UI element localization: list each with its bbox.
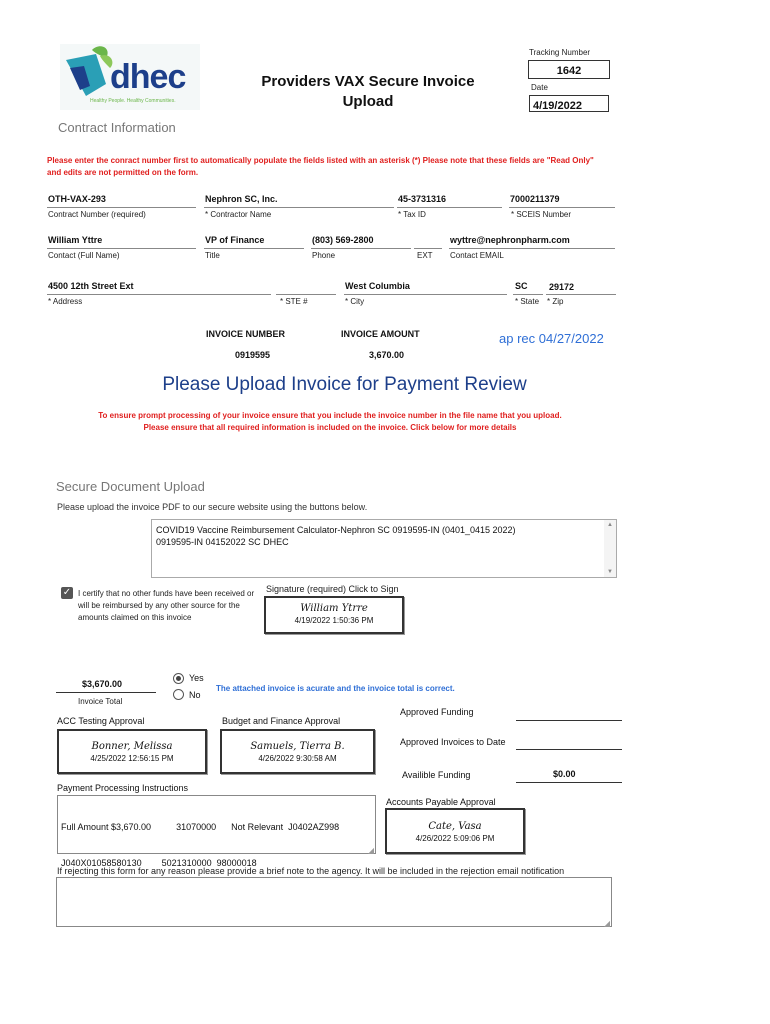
signature-name: William Ytrre [300,603,368,614]
invoice-number-label: INVOICE NUMBER [206,329,286,339]
rejection-note-field[interactable] [56,877,612,927]
sceis-number-value[interactable]: 7000211379 [510,194,560,204]
uploaded-file-2[interactable]: 0919595-IN 04152022 SC DHEC [156,537,289,547]
zip-label: * Zip [547,297,564,306]
ext-field[interactable] [414,235,442,247]
tracking-number-field[interactable] [528,60,610,79]
scrollbar[interactable] [604,520,616,577]
available-funding-value[interactable]: $0.00 [553,769,576,779]
budget-approval-box[interactable] [220,729,375,774]
ap-approval-label: Accounts Payable Approval [386,797,496,807]
available-funding-label: Availible Funding [402,770,471,780]
ap-approval-time: 4/26/2022 5:09:06 PM [415,834,495,843]
page-title-line2: Upload [342,93,394,110]
ap-approval-box[interactable] [385,808,525,854]
yes-radio[interactable] [173,673,184,684]
invoice-amount-value[interactable]: 3,670.00 [369,350,405,360]
tracking-number-value: 1642 [556,65,582,77]
contract-section-title: Contract Information [58,120,176,135]
received-note: ap rec 04/27/2022 [499,331,604,346]
ap-approver-name: Cate, Vasa [428,821,482,832]
contact-name-value[interactable]: William Yttre [48,235,103,245]
secure-upload-title: Secure Document Upload [56,479,205,494]
suite-field[interactable] [276,281,336,293]
title-label: Title [205,251,220,260]
contract-number-label: Contract Number (required) [48,210,146,219]
state-label: * State [515,297,540,306]
rejection-note-label: If rejecting this form for any reason please provide a brief note to the agency. It will be included in the rejection email notification [57,866,565,876]
contract-instructions: Please enter the conract number first to automatically populate the fields listed with an asterisk (*) Please note that these fields are "Read Only" and edits are not permitted on the form. [47,156,594,177]
upload-warning [40,410,620,434]
sceis-number-label: * SCEIS Number [511,210,572,219]
scroll-up-icon[interactable]: ▲ [607,522,613,528]
uploaded-files-box[interactable] [151,519,617,578]
payment-line2: J040X01058580130 5021310000 98000018 [61,858,257,868]
acc-approval-time: 4/25/2022 12:56:15 PM [90,754,174,763]
invoice-total-label: Invoice Total [78,697,123,706]
approved-invoices-field[interactable] [516,749,622,750]
address-label: * Address [48,297,83,306]
invoice-amount-label: INVOICE AMOUNT [341,329,420,339]
signature-label: Signature (required) Click to Sign [266,584,399,594]
dhec-logo [60,44,200,110]
acc-approval-box[interactable] [57,729,207,774]
contact-email-value[interactable]: wyttre@nephronpharm.com [450,235,570,245]
uploaded-file-1[interactable]: COVID19 Vaccine Reimbursement Calculator-Nephron SC 0919595-IN (0401_0415 2022) [156,525,516,535]
title-value[interactable]: VP of Finance [205,235,265,245]
date-field[interactable] [529,95,609,112]
city-label: * City [345,297,365,306]
no-radio[interactable] [173,689,184,700]
yes-label: Yes [189,673,204,683]
contractor-name-label: * Contractor Name [205,210,272,219]
accuracy-statement: The attached invoice is acurate and the invoice total is correct. [216,684,455,693]
resize-handle-icon[interactable]: ◢ [603,919,610,928]
tax-id-label: * Tax ID [398,210,426,219]
city-value[interactable]: West Columbia [345,281,410,291]
logo-text: dhec [110,58,186,96]
approved-invoices-label: Approved Invoices to Date [400,737,506,747]
acc-approval-label: ACC Testing Approval [57,716,145,726]
date-value: 4/19/2022 [533,100,582,112]
suite-label: * STE # [280,297,308,306]
budget-approval-time: 4/26/2022 9:30:58 AM [258,754,337,763]
budget-approval-label: Budget and Finance Approval [222,716,341,726]
invoice-number-value[interactable]: 0919595 [235,350,271,360]
invoice-total-value[interactable]: $3,670.00 [82,679,123,689]
contract-number-value[interactable]: OTH-VAX-293 [48,194,106,204]
zip-value[interactable]: 29172 [549,282,575,292]
date-label: Date [531,83,548,92]
certify-text: I certify that no other funds have been received or will be reimbursed by any other source for the amounts claimed on this invoice [78,589,255,622]
payment-line1: Full Amount $3,670.00 31070000 Not Relevant J0402AZ998 [61,822,340,832]
signature-box[interactable] [264,596,404,634]
phone-value[interactable]: (803) 569-2800 [312,235,374,245]
checkmark-icon: ✓ [62,587,72,598]
upload-heading: Please Upload Invoice for Payment Review [162,374,527,395]
upload-warning-line1: To ensure prompt processing of your invoice ensure that you include the invoice number in the file name that you upload. [98,411,562,420]
tracking-number-label: Tracking Number [529,48,591,57]
state-value[interactable]: SC [515,281,528,291]
contact-email-label: Contact EMAIL [450,251,504,260]
approved-funding-label: Approved Funding [400,707,474,717]
contractor-name-value[interactable]: Nephron SC, Inc. [205,194,278,204]
scroll-down-icon[interactable]: ▼ [607,569,613,575]
approved-funding-field[interactable] [516,720,622,721]
acc-approver-name: Bonner, Melissa [91,741,173,752]
address-value[interactable]: 4500 12th Street Ext [48,281,134,291]
ext-label: EXT [417,251,433,260]
contact-name-label: Contact (Full Name) [48,251,120,260]
no-label: No [189,690,201,700]
resize-handle-icon[interactable]: ◢ [367,846,374,855]
upload-warning-line2: Please ensure that all required information is included on the invoice. Click below for more details [143,423,517,432]
page-title [228,72,508,112]
payment-instructions-box[interactable] [57,795,376,868]
upload-instructions: Please upload the invoice PDF to our secure website using the buttons below. [57,502,368,512]
phone-label: Phone [312,251,336,260]
tax-id-value[interactable]: 45-3731316 [398,194,447,204]
budget-approver-name: Samuels, Tierra B. [250,741,345,752]
logo-tagline: Healthy People. Healthy Communities. [90,98,176,104]
payment-instructions-label: Payment Processing Instructions [57,783,189,793]
certify-checkbox[interactable] [61,587,73,599]
signature-time: 4/19/2022 1:50:36 PM [294,616,374,625]
page-title-line1: Providers VAX Secure Invoice [261,73,475,90]
